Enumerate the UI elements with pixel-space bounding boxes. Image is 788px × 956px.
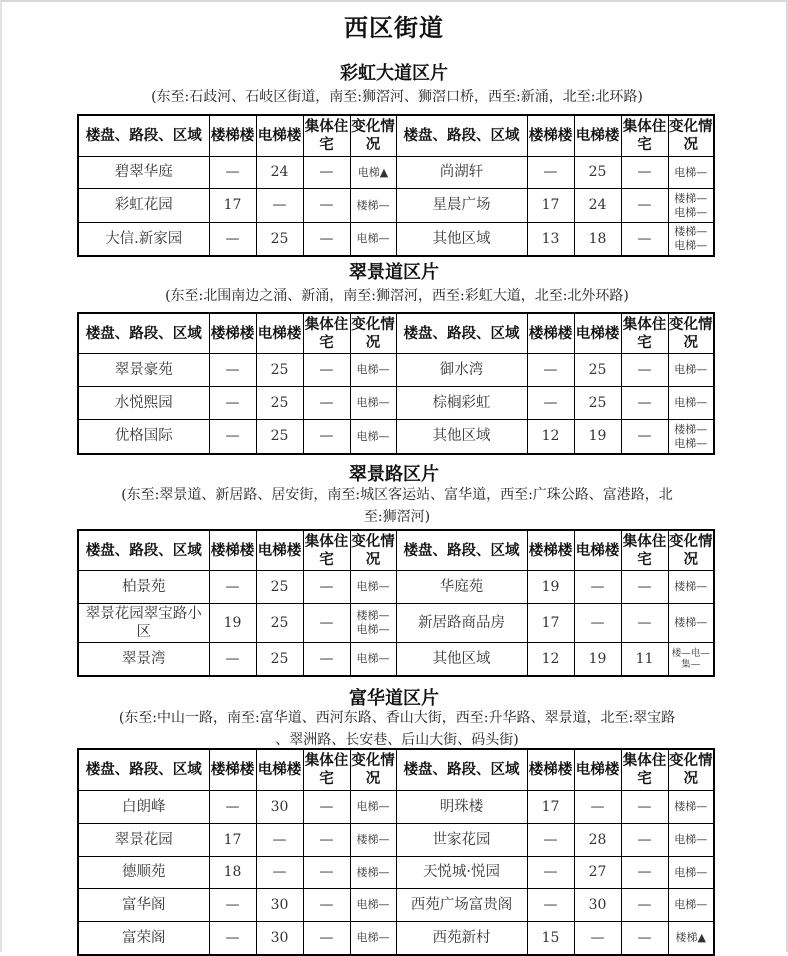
change-status: 楼梯— <box>350 857 396 889</box>
collective-housing-count: — <box>621 354 668 387</box>
elevator-building-count: 25 <box>574 157 621 189</box>
header-name: 楼盘、路段、区域 <box>396 313 527 354</box>
change-status <box>668 420 714 455</box>
elevator-building-count: — <box>574 791 621 824</box>
change-status: 电梯— <box>668 354 714 387</box>
header-name: 楼盘、路段、区域 <box>396 530 527 571</box>
estate-name: 翠景湾 <box>78 643 209 677</box>
elevator-building-count: — <box>256 824 303 857</box>
stair-building-count: 15 <box>527 922 574 956</box>
header-elevator: 电梯楼 <box>256 115 303 157</box>
estate-name: 优格国际 <box>78 420 209 455</box>
elevator-building-count: — <box>256 857 303 889</box>
elevator-building-count: 25 <box>256 643 303 677</box>
stair-building-count: 17 <box>209 824 256 857</box>
collective-housing-count: — <box>303 791 350 824</box>
header-elevator: 电梯楼 <box>574 313 621 354</box>
collective-housing-count: — <box>621 189 668 223</box>
collective-housing-count: — <box>303 922 350 956</box>
boundary-line: (东至:石歧河、石岐区街道，南至:狮滘河、狮滘口桥，西至:新涌，北至:北环路) <box>151 89 643 105</box>
header-change: 变化情况 <box>350 313 396 354</box>
estate-name: 明珠楼 <box>396 791 527 824</box>
change-status <box>668 223 714 257</box>
header-stair: 楼梯楼 <box>527 115 574 157</box>
stair-building-count: 17 <box>527 791 574 824</box>
estate-name: 富荣阁 <box>78 922 209 956</box>
header-stair: 楼梯楼 <box>209 530 256 571</box>
table-row <box>78 387 714 420</box>
estate-name: 御水湾 <box>396 354 527 387</box>
change-line: 楼梯— <box>674 225 708 238</box>
change-status <box>350 604 396 643</box>
collective-housing-count: — <box>621 824 668 857</box>
change-status: 电梯— <box>350 791 396 824</box>
change-line: 集— <box>681 659 701 670</box>
area-table <box>77 748 715 956</box>
estate-name: 翠景花园 <box>78 824 209 857</box>
table-header-row <box>78 530 714 571</box>
elevator-building-count: 25 <box>574 354 621 387</box>
table-row <box>78 223 714 257</box>
collective-housing-count: — <box>621 387 668 420</box>
stair-building-count: 17 <box>527 189 574 223</box>
change-line: 楼梯— <box>674 191 708 205</box>
header-collective: 集体住宅 <box>303 749 350 791</box>
change-status: 电梯— <box>350 387 396 420</box>
header-stair: 楼梯楼 <box>209 749 256 791</box>
header-elevator: 电梯楼 <box>574 749 621 791</box>
header-collective: 集体住宅 <box>621 530 668 571</box>
header-change: 变化情况 <box>668 313 714 354</box>
table-header-row <box>78 115 714 157</box>
header-stair: 楼梯楼 <box>209 115 256 157</box>
stair-building-count: — <box>209 157 256 189</box>
table-row <box>78 791 714 824</box>
collective-housing-count: — <box>303 604 350 643</box>
collective-housing-count: — <box>303 189 350 223</box>
table-row <box>78 889 714 922</box>
stair-building-count: — <box>209 354 256 387</box>
estate-name: 棕榈彩虹 <box>396 387 527 420</box>
elevator-building-count: 19 <box>574 420 621 455</box>
header-elevator: 电梯楼 <box>574 115 621 157</box>
estate-name: 新居路商品房 <box>396 604 527 643</box>
stair-building-count: — <box>209 889 256 922</box>
estate-name: 天悦城·悦园 <box>396 857 527 889</box>
change-status: 电梯— <box>350 354 396 387</box>
section-title: 富华道区片 <box>349 688 439 709</box>
estate-name: 富华阁 <box>78 889 209 922</box>
stair-building-count: 19 <box>527 571 574 604</box>
elevator-building-count: 18 <box>574 223 621 257</box>
header-collective: 集体住宅 <box>621 749 668 791</box>
collective-housing-count: — <box>303 354 350 387</box>
estate-name: 德顺苑 <box>78 857 209 889</box>
elevator-building-count: 30 <box>256 791 303 824</box>
stair-building-count: 17 <box>209 189 256 223</box>
collective-housing-count: — <box>303 824 350 857</box>
estate-name: 水悦熙园 <box>78 387 209 420</box>
change-status <box>668 189 714 223</box>
elevator-building-count: 28 <box>574 824 621 857</box>
change-status: 楼梯— <box>668 791 714 824</box>
collective-housing-count: — <box>621 857 668 889</box>
change-status: 电梯— <box>668 824 714 857</box>
change-status: 电梯— <box>350 420 396 455</box>
header-elevator: 电梯楼 <box>256 313 303 354</box>
table-row <box>78 157 714 189</box>
stair-building-count: — <box>209 223 256 257</box>
area-table <box>77 114 715 257</box>
section-boundary <box>80 707 714 751</box>
elevator-building-count: — <box>574 922 621 956</box>
collective-housing-count: — <box>303 571 350 604</box>
header-elevator: 电梯楼 <box>256 530 303 571</box>
stair-building-count: — <box>209 571 256 604</box>
estate-name: 尚湖轩 <box>396 157 527 189</box>
area-table <box>77 529 715 677</box>
header-collective: 集体住宅 <box>303 313 350 354</box>
change-status: 楼梯— <box>668 604 714 643</box>
collective-housing-count: 11 <box>621 643 668 677</box>
header-stair: 楼梯楼 <box>527 313 574 354</box>
estate-name: 白朗峰 <box>78 791 209 824</box>
estate-name: 西苑广场富贵阁 <box>396 889 527 922</box>
stair-building-count: — <box>527 157 574 189</box>
elevator-building-count: — <box>256 189 303 223</box>
elevator-building-count: 25 <box>256 354 303 387</box>
section-title: 彩虹大道区片 <box>340 63 448 84</box>
estate-name: 柏景苑 <box>78 571 209 604</box>
section-boundary <box>80 285 714 307</box>
elevator-building-count: — <box>574 571 621 604</box>
estate-name: 星晨广场 <box>396 189 527 223</box>
collective-housing-count: — <box>303 223 350 257</box>
section-boundary <box>80 86 714 108</box>
stair-building-count: 12 <box>527 420 574 455</box>
change-status: 楼梯— <box>350 189 396 223</box>
header-change: 变化情况 <box>668 749 714 791</box>
stair-building-count: 19 <box>209 604 256 643</box>
change-line: 楼梯— <box>356 609 390 622</box>
elevator-building-count: — <box>574 604 621 643</box>
collective-housing-count: — <box>303 643 350 677</box>
elevator-building-count: 27 <box>574 857 621 889</box>
header-name: 楼盘、路段、区域 <box>78 115 209 157</box>
change-line: 电梯— <box>674 205 708 219</box>
page-title: 西区街道 <box>344 14 444 42</box>
elevator-building-count: 25 <box>256 387 303 420</box>
header-change: 变化情况 <box>668 530 714 571</box>
elevator-building-count: 30 <box>256 889 303 922</box>
change-status: 电梯— <box>350 643 396 677</box>
collective-housing-count: — <box>621 604 668 643</box>
estate-name: 其他区域 <box>396 420 527 455</box>
elevator-building-count: 19 <box>574 643 621 677</box>
stair-building-count: — <box>209 643 256 677</box>
elevator-building-count: 25 <box>256 223 303 257</box>
section-title: 翠景路区片 <box>349 464 439 485</box>
change-status: 电梯— <box>350 889 396 922</box>
change-line: 楼梯— <box>674 422 708 436</box>
section-boundary <box>80 484 714 528</box>
header-stair: 楼梯楼 <box>209 313 256 354</box>
header-stair: 楼梯楼 <box>527 530 574 571</box>
estate-name: 碧翠华庭 <box>78 157 209 189</box>
stair-building-count: — <box>527 387 574 420</box>
estate-name: 其他区域 <box>396 223 527 257</box>
header-change: 变化情况 <box>668 115 714 157</box>
header-collective: 集体住宅 <box>621 313 668 354</box>
collective-housing-count: — <box>621 571 668 604</box>
change-line: 电梯— <box>674 239 708 252</box>
collective-housing-count: — <box>621 420 668 455</box>
stair-building-count: 12 <box>527 643 574 677</box>
header-elevator: 电梯楼 <box>574 530 621 571</box>
header-change: 变化情况 <box>350 749 396 791</box>
table-row <box>78 189 714 223</box>
change-line: 电梯— <box>674 436 708 450</box>
header-name: 楼盘、路段、区域 <box>396 749 527 791</box>
table-header-row <box>78 313 714 354</box>
estate-name: 世家花园 <box>396 824 527 857</box>
collective-housing-count: — <box>621 922 668 956</box>
change-status: 电梯— <box>668 889 714 922</box>
boundary-line: 、翠洲路、长安巷、后山大街、码头街) <box>275 732 519 748</box>
header-name: 楼盘、路段、区域 <box>396 115 527 157</box>
collective-housing-count: — <box>621 157 668 189</box>
change-status: 楼梯— <box>350 824 396 857</box>
header-collective: 集体住宅 <box>303 530 350 571</box>
stair-building-count: — <box>527 857 574 889</box>
change-status: 楼梯— <box>668 571 714 604</box>
table-row <box>78 857 714 889</box>
area-table <box>77 312 715 455</box>
elevator-building-count: 25 <box>256 420 303 455</box>
estate-name: 其他区域 <box>396 643 527 677</box>
change-status: 电梯— <box>350 571 396 604</box>
stair-building-count: — <box>209 387 256 420</box>
collective-housing-count: — <box>621 791 668 824</box>
stair-building-count: — <box>209 791 256 824</box>
elevator-building-count: 25 <box>256 571 303 604</box>
header-change: 变化情况 <box>350 530 396 571</box>
header-elevator: 电梯楼 <box>256 749 303 791</box>
collective-housing-count: — <box>303 889 350 922</box>
table-header-row <box>78 749 714 791</box>
boundary-line: (东至:北围南边之涌、新涌，南至:狮滘河，西至:彩虹大道，北至:北外环路) <box>165 288 629 304</box>
table-row <box>78 571 714 604</box>
stair-building-count: — <box>527 824 574 857</box>
boundary-line: (东至:翠景道、新居路、居安街，南至:城区客运站、富华道，西至:广珠公路、富港路，北 <box>121 487 673 503</box>
collective-housing-count: — <box>303 157 350 189</box>
estate-name: 西苑新村 <box>396 922 527 956</box>
stair-building-count: — <box>527 889 574 922</box>
header-name: 楼盘、路段、区域 <box>78 313 209 354</box>
elevator-building-count: 25 <box>256 604 303 643</box>
elevator-building-count: 24 <box>574 189 621 223</box>
change-line: 楼—电— <box>671 648 710 659</box>
section-title: 翠景道区片 <box>349 262 439 283</box>
table-row <box>78 420 714 455</box>
stair-building-count: 18 <box>209 857 256 889</box>
collective-housing-count: — <box>621 223 668 257</box>
table-row <box>78 643 714 677</box>
change-status: 楼梯▲ <box>668 922 714 956</box>
change-status: 电梯— <box>668 857 714 889</box>
boundary-line: (东至:中山一路，南至:富华道、西河东路、香山大街，西至:升华路、翠景道，北至:翠宝路 <box>118 710 676 726</box>
table-row <box>78 354 714 387</box>
estate-name: 翠景花园翠宝路小区 <box>78 604 209 643</box>
collective-housing-count: — <box>303 857 350 889</box>
estate-name: 翠景豪苑 <box>78 354 209 387</box>
stair-building-count: — <box>527 354 574 387</box>
header-collective: 集体住宅 <box>621 115 668 157</box>
estate-name: 大信.新家园 <box>78 223 209 257</box>
stair-building-count: — <box>209 420 256 455</box>
collective-housing-count: — <box>621 889 668 922</box>
change-status: 电梯— <box>350 922 396 956</box>
table-row <box>78 824 714 857</box>
boundary-line: 至:狮滘河) <box>363 509 431 525</box>
change-line: 电梯— <box>356 623 390 636</box>
change-status: 电梯— <box>668 387 714 420</box>
collective-housing-count: — <box>303 387 350 420</box>
elevator-building-count: 30 <box>574 889 621 922</box>
stair-building-count: 13 <box>527 223 574 257</box>
header-name: 楼盘、路段、区域 <box>78 530 209 571</box>
stair-building-count: 17 <box>527 604 574 643</box>
elevator-building-count: 24 <box>256 157 303 189</box>
change-status: 电梯— <box>350 223 396 257</box>
header-stair: 楼梯楼 <box>527 749 574 791</box>
change-status: 电梯— <box>668 157 714 189</box>
collective-housing-count: — <box>303 420 350 455</box>
header-change: 变化情况 <box>350 115 396 157</box>
change-status: 电梯▲ <box>350 157 396 189</box>
header-name: 楼盘、路段、区域 <box>78 749 209 791</box>
change-status <box>668 643 714 677</box>
estate-name: 彩虹花园 <box>78 189 209 223</box>
estate-name: 华庭苑 <box>396 571 527 604</box>
elevator-building-count: 25 <box>574 387 621 420</box>
table-row <box>78 604 714 643</box>
elevator-building-count: 30 <box>256 922 303 956</box>
header-collective: 集体住宅 <box>303 115 350 157</box>
stair-building-count: — <box>209 922 256 956</box>
table-row <box>78 922 714 956</box>
